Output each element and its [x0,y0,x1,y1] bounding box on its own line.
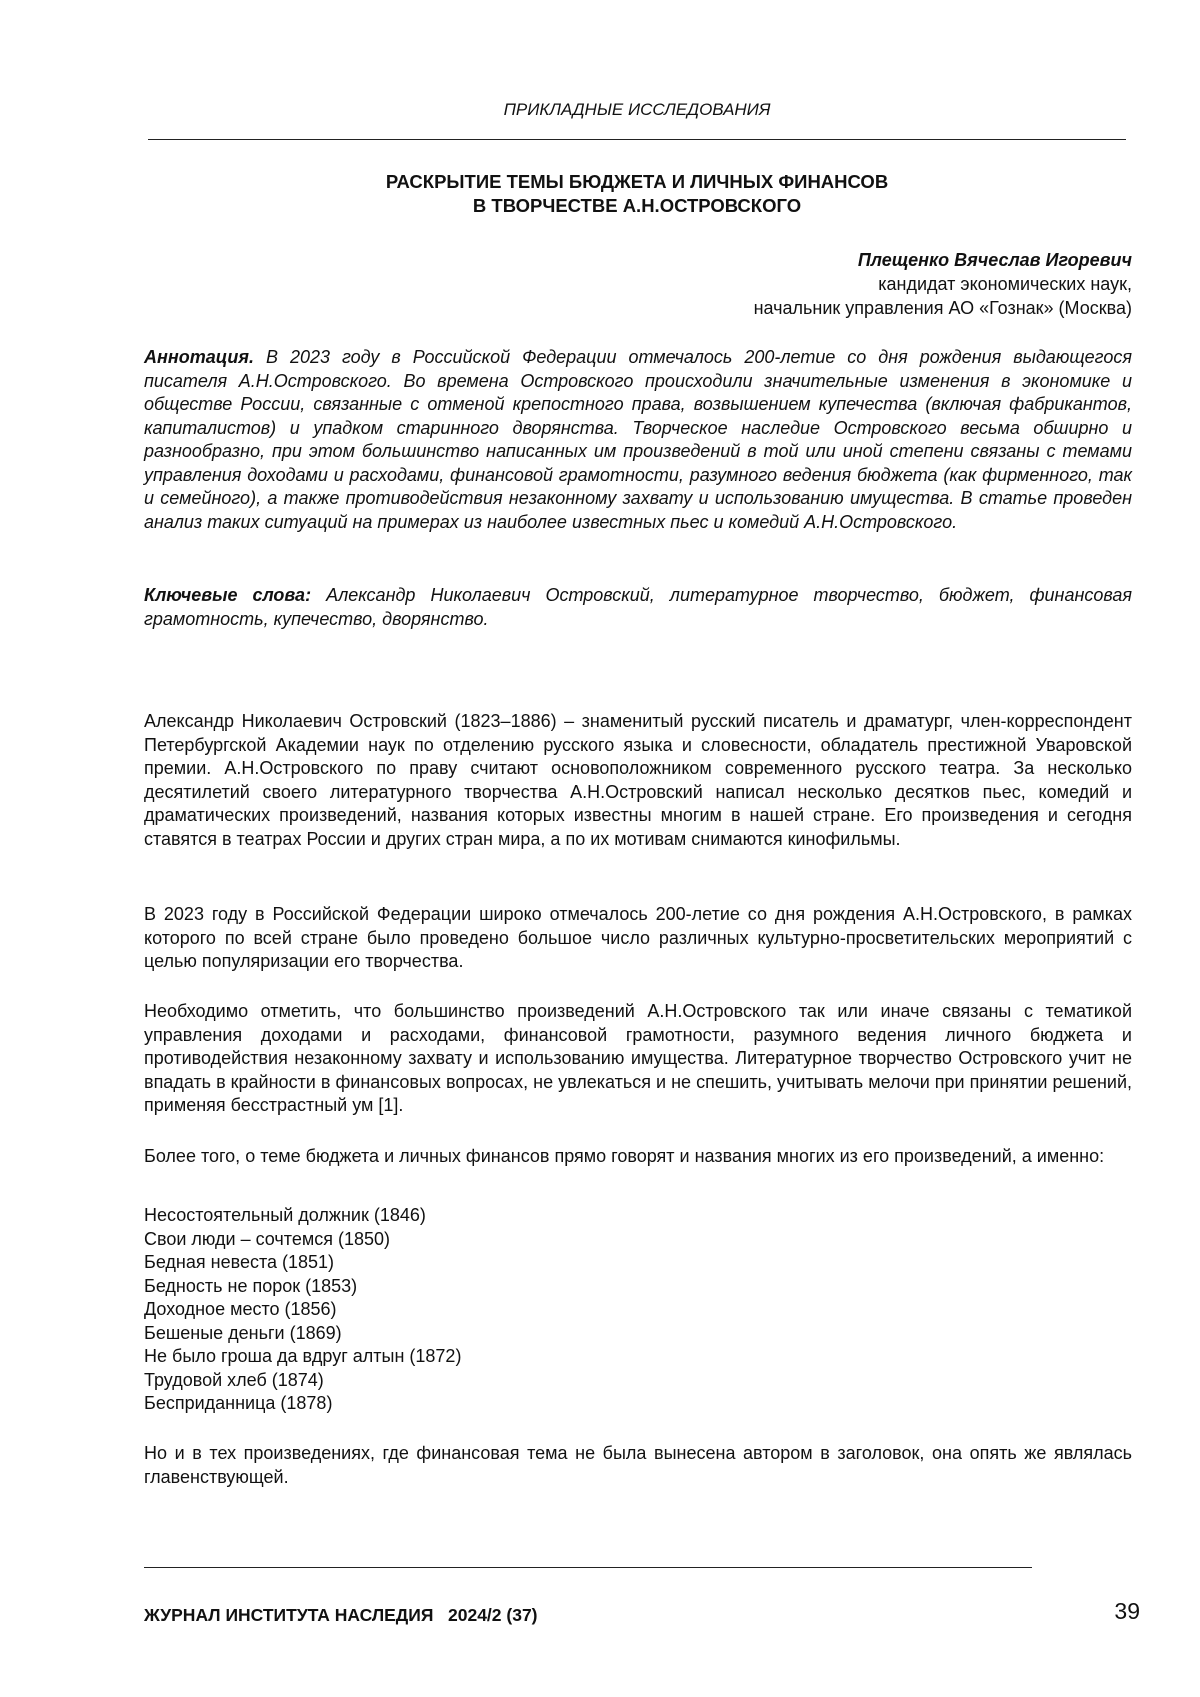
keywords-text: Александр Николаевич Островский, литературное творчество, бюджет, финансовая грамотность, купечество, дворянство. [144,585,1132,629]
title-line-1: РАСКРЫТИЕ ТЕМЫ БЮДЖЕТА И ЛИЧНЫХ ФИНАНСОВ [385,171,889,192]
abstract [144,346,1132,534]
body-paragraph-3: Необходимо отметить, что большинство произведений А.Н.Островского так или иначе связаны с тематикой управления доходами и расходами, финансовой грамотности, разумного ведения личного бюджета и противодействия незаконному захвату и использованию имущества. Литературное творчество Островского учит не впадать в крайности в финансовых вопросах, не увлекаться и не спешить, учитывать мелочи при принятии решений, применяя бесстрастный ум [1]. [144,1001,1132,1115]
list-item: Бедная невеста (1851) [144,1252,335,1272]
title-line-2: В ТВОРЧЕСТВЕ А.Н.ОСТРОВСКОГО [472,195,802,216]
list-item: Не было гроша да вдруг алтын (1872) [144,1346,462,1366]
article-title [148,170,1126,218]
works-list [144,1204,1132,1416]
journal-footer: ЖУРНАЛ ИНСТИТУТА НАСЛЕДИЯ 2024/2 (37) [144,1605,538,1625]
list-item: Бесприданница (1878) [144,1393,333,1413]
author-position: начальник управления АО «Гознак» (Москва) [753,298,1132,318]
keywords-label: Ключевые слова: [144,585,312,605]
list-item: Бешеные деньги (1869) [144,1322,342,1343]
header-divider [148,139,1126,140]
page-number: 39 [1114,1598,1140,1624]
author-degree: кандидат экономических наук, [878,274,1132,294]
list-item: Доходное место (1856) [144,1299,337,1319]
list-item: Несостоятельный должник (1846) [144,1205,426,1225]
keywords [144,584,1132,631]
list-item: Свои люди – сочтемся (1850) [144,1228,391,1249]
body-paragraph-4: Более того, о теме бюджета и личных финансов прямо говорят и названия многих из его произведений, а именно: [144,1146,1105,1166]
author-block [432,248,1132,320]
section-running-head: ПРИКЛАДНЫЕ ИССЛЕДОВАНИЯ [503,100,771,119]
footer-divider [144,1567,1032,1568]
body-paragraph-2: В 2023 году в Российской Федерации широко отмечалось 200-летие со дня рождения А.Н.Островского, в рамках которого по всей стране было проведено большое число различных культурно-просветительских мероприятий с целью популяризации его творчества. [144,904,1132,971]
body-paragraph-1: Александр Николаевич Островский (1823–1886) – знаменитый русский писатель и драматург, член-корреспондент Петербургской Академии наук по отделению русского языка и словесности, обладатель престижной Уваровской премии. А.Н.Островского по праву считают основоположником современного русского театра. За несколько десятилетий своего литературного творчества А.Н.Островский написал несколько десятков пьес, комедий и драматических произведений, названия которых известны многим в нашей стране. Его произведения и сегодня ставятся в театрах России и других стран мира, а по их мотивам снимаются кинофильмы. [144,711,1132,849]
abstract-label: Аннотация. [144,347,254,367]
abstract-text: В 2023 году в Российской Федерации отмечалось 200-летие со дня рождения выдающегося писателя А.Н.Островского. Во времена Островского происходили значительные изменения в экономике и обществе России, связанные с отменой крепостного права, возвышением купечества (включая фабрикантов, капиталистов) и упадком старинного дворянства. Творческое наследие Островского весьма обширно и разнообразно, при этом большинство написанных им произведений в той или иной степени связаны с темами управления доходами и расходами, финансовой грамотности, разумного ведения бюджета (как фирменного, так и семейного), а также противодействия незаконному захвату и использованию имущества. В статье проведен анализ таких ситуаций на примерах из наиболее известных пьес и комедий А.Н.Островского. [144,347,1132,532]
body-paragraph-5: Но и в тех произведениях, где финансовая тема не была вынесена автором в заголовок, она опять же являлась главенствующей. [144,1443,1132,1487]
list-item: Трудовой хлеб (1874) [144,1369,324,1390]
author-name: Плещенко Вячеслав Игоревич [857,250,1132,270]
list-item: Бедность не порок (1853) [144,1275,358,1296]
